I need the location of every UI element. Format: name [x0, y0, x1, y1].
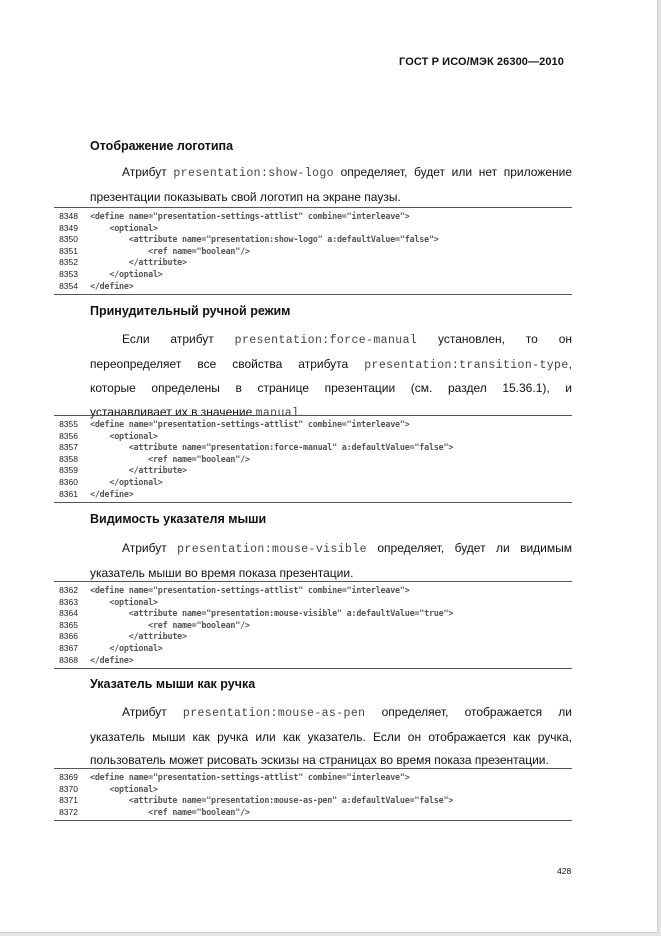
code-text: </attribute> — [90, 465, 187, 476]
text-run: , — [568, 356, 572, 371]
text-run: переопределяет все свойства атрибута — [90, 356, 365, 371]
line-number: 8353 — [59, 268, 78, 279]
code-line — [54, 419, 572, 431]
code-listing — [54, 415, 572, 503]
line-number: 8366 — [59, 631, 78, 642]
text-run: устанавливает их в значение — [90, 404, 256, 419]
text-run: определяет, будет ли видимым — [366, 541, 572, 555]
line-number: 8370 — [59, 783, 78, 794]
text-run: указатель мыши во время показа презентации. — [90, 565, 354, 580]
code-text: </attribute> — [90, 257, 187, 268]
code-text: <define name="presentation-settings-attlist" combine="interleave"> — [90, 419, 410, 429]
paragraph-line — [90, 328, 572, 353]
code-text: </optional> — [90, 268, 163, 279]
code-line — [54, 257, 572, 269]
line-number: 8371 — [59, 795, 78, 806]
code-line — [54, 655, 572, 667]
text-run: Атрибут — [122, 541, 178, 555]
line-number: 8350 — [59, 234, 78, 245]
code-text: </optional> — [90, 642, 163, 653]
code-line — [54, 442, 572, 454]
code-line — [54, 631, 572, 643]
code-line — [54, 795, 572, 807]
code-line — [54, 608, 572, 620]
line-number: 8360 — [59, 476, 78, 487]
code-text: <attribute name="presentation:show-logo" a:defaultValue="false"> — [90, 234, 439, 245]
code-text: </optional> — [90, 476, 163, 487]
code-line — [54, 211, 572, 223]
code-text: <define name="presentation-settings-attlist" combine="interleave"> — [90, 772, 410, 782]
line-number: 8352 — [59, 257, 78, 268]
page-number: 428 — [557, 866, 572, 876]
code-listing — [54, 768, 572, 821]
code-line — [54, 597, 572, 609]
code-text: <optional> — [90, 783, 158, 794]
paragraph-line — [90, 701, 572, 726]
code-line — [54, 223, 572, 235]
code-line — [54, 269, 572, 281]
section-paragraph — [90, 328, 572, 425]
paragraph-line — [90, 726, 572, 750]
text-run: указатель мыши как ручка или как указатель. Если он отображается как ручка, — [90, 729, 572, 744]
line-number: 8365 — [59, 619, 78, 630]
code-line — [54, 772, 572, 784]
line-number: 8369 — [59, 772, 78, 782]
line-number: 8349 — [59, 222, 78, 233]
code-text: </define> — [90, 654, 134, 665]
code-text: <ref name="boolean"/> — [90, 619, 250, 630]
text-run: Если атрибут — [122, 332, 235, 346]
paragraph-line — [90, 377, 572, 401]
line-number: 8367 — [59, 642, 78, 653]
code-line — [54, 281, 572, 293]
code-text: <optional> — [90, 596, 158, 607]
line-number: 8358 — [59, 453, 78, 464]
line-number: 8354 — [59, 280, 78, 291]
text-run: определяет, будет или нет приложение — [333, 165, 572, 179]
section-paragraph — [90, 701, 572, 773]
line-number: 8359 — [59, 465, 78, 476]
text-run: которые определены в странице презентации (см. раздел 15.36.1), и — [90, 381, 572, 395]
inline-code: presentation:mouse-visible — [177, 543, 367, 556]
line-number: 8368 — [59, 654, 78, 665]
text-run: Атрибут — [122, 165, 174, 179]
line-number: 8362 — [59, 585, 78, 595]
code-line — [54, 234, 572, 246]
paragraph-line — [90, 161, 572, 186]
code-text: <optional> — [90, 222, 158, 233]
section-heading: Принудительный ручной режим — [90, 304, 291, 318]
code-text: </define> — [90, 280, 134, 291]
code-line — [54, 454, 572, 466]
code-line — [54, 465, 572, 477]
code-text: <ref name="boolean"/> — [90, 806, 250, 817]
code-line — [54, 585, 572, 597]
section-paragraph — [90, 537, 572, 585]
section-heading: Указатель мыши как ручка — [90, 677, 256, 691]
code-text: <attribute name="presentation:force-manual" a:defaultValue="false"> — [90, 442, 454, 453]
code-line — [54, 807, 572, 819]
code-line — [54, 620, 572, 632]
code-text: <ref name="boolean"/> — [90, 245, 250, 256]
line-number: 8357 — [59, 442, 78, 453]
code-text: <attribute name="presentation:mouse-visible" a:defaultValue="true"> — [90, 608, 454, 619]
section-heading: Отображение логотипа — [90, 139, 234, 153]
code-listing — [54, 581, 572, 669]
code-line — [54, 489, 572, 501]
inline-code: manual — [255, 406, 300, 420]
code-text: </attribute> — [90, 631, 187, 642]
line-number: 8355 — [59, 419, 78, 429]
code-text: <define name="presentation-settings-attlist" combine="interleave"> — [90, 211, 410, 221]
section-heading: Видимость указателя мыши — [90, 512, 267, 526]
inline-code: presentation:transition-type — [364, 358, 569, 372]
line-number: 8363 — [59, 596, 78, 607]
paragraph-line — [90, 537, 572, 562]
line-number: 8356 — [59, 430, 78, 441]
text-run: определяет, отображается ли — [365, 705, 572, 719]
code-line — [54, 431, 572, 443]
page-header: ГОСТ Р ИСО/МЭК 26300—2010 — [399, 56, 564, 68]
code-text: <optional> — [90, 430, 158, 441]
text-run: презентации показывать свой логотип на экране паузы. — [90, 189, 401, 204]
line-number: 8372 — [59, 806, 78, 817]
code-text: <attribute name="presentation:mouse-as-pen" a:defaultValue="false"> — [90, 795, 454, 806]
text-run: . — [299, 404, 303, 419]
code-text: </define> — [90, 488, 134, 499]
text-run: установлен, то он — [417, 332, 572, 346]
code-listing — [54, 207, 572, 295]
line-number: 8361 — [59, 488, 78, 499]
code-text: <define name="presentation-settings-attlist" combine="interleave"> — [90, 585, 410, 595]
inline-code: presentation:mouse-as-pen — [182, 707, 366, 720]
line-number: 8351 — [59, 245, 78, 256]
paragraph-line — [90, 353, 572, 378]
line-number: 8348 — [59, 211, 78, 221]
code-line — [54, 246, 572, 258]
paragraph-line — [90, 186, 572, 210]
code-line — [54, 477, 572, 489]
code-line — [54, 643, 572, 655]
line-number: 8364 — [59, 608, 78, 619]
text-run: Атрибут — [122, 705, 183, 719]
text-run: пользователь может рисовать эскизы на страницах во время показа презентации. — [90, 753, 549, 767]
section-paragraph — [90, 161, 572, 209]
code-line — [54, 784, 572, 796]
inline-code: presentation:show-logo — [173, 167, 334, 180]
code-text: <ref name="boolean"/> — [90, 453, 250, 464]
inline-code: presentation:force-manual — [234, 334, 418, 347]
